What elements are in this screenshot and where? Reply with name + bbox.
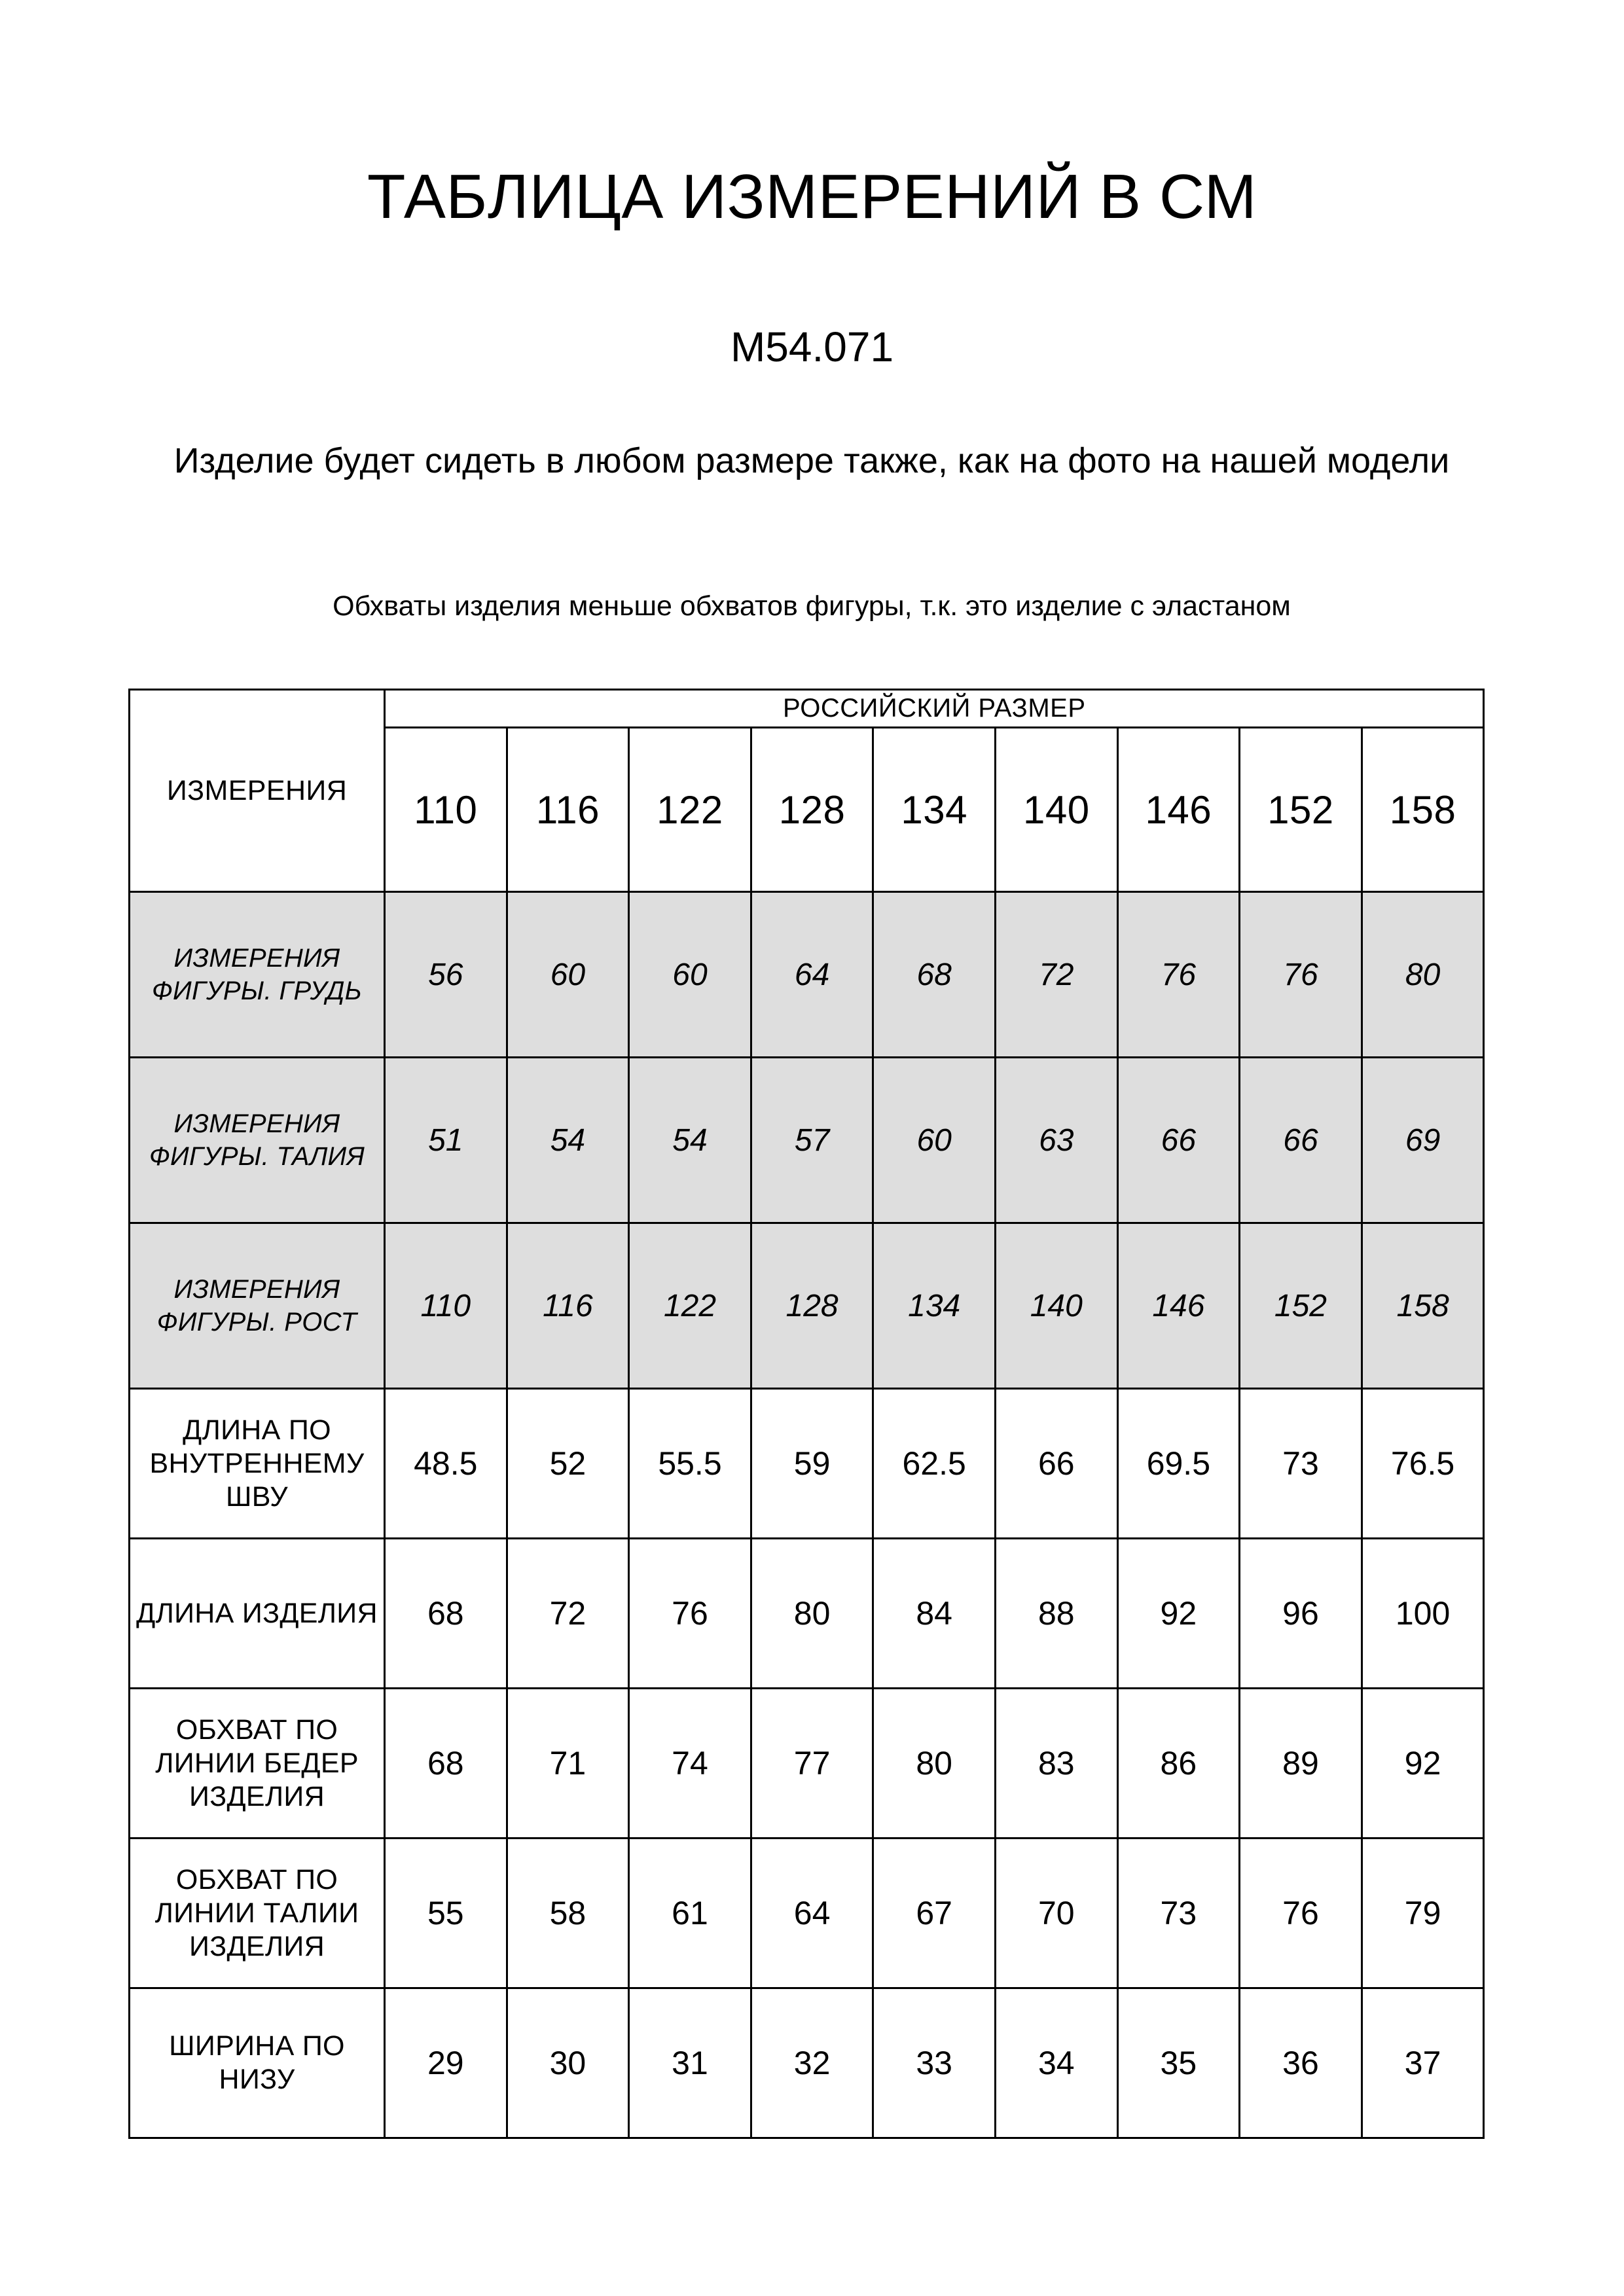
measurement-value: 128 (751, 1223, 873, 1389)
table-row (130, 1839, 1484, 1988)
measurement-value: 80 (873, 1689, 996, 1839)
group-header-row (130, 690, 1484, 728)
measurement-value: 72 (995, 892, 1117, 1058)
table-body (130, 892, 1484, 2138)
measurement-value: 60 (507, 892, 629, 1058)
measurement-value: 62.5 (873, 1389, 996, 1539)
measurement-value: 76.5 (1362, 1389, 1484, 1539)
measurement-value: 30 (507, 1988, 629, 2138)
measurement-value: 55 (385, 1839, 507, 1988)
measurement-value: 80 (1362, 892, 1484, 1058)
measurement-value: 152 (1240, 1223, 1362, 1389)
measurement-value: 76 (629, 1539, 751, 1689)
measurement-value: 79 (1362, 1839, 1484, 1988)
measurement-value: 73 (1117, 1839, 1240, 1988)
size-header-140: 140 (995, 728, 1117, 892)
table-row (130, 892, 1484, 1058)
elastane-note: Обхваты изделия меньше обхватов фигуры, т.к. это изделие с эластаном (333, 590, 1291, 622)
measurement-value: 56 (385, 892, 507, 1058)
measurement-value: 68 (385, 1689, 507, 1839)
measurement-value: 66 (1240, 1058, 1362, 1223)
measurement-value: 70 (995, 1839, 1117, 1988)
size-header-110: 110 (385, 728, 507, 892)
row-label: ИЗМЕРЕНИЯ ФИГУРЫ. ГРУДЬ (130, 892, 385, 1058)
measurement-value: 34 (995, 1988, 1117, 2138)
measurement-value: 58 (507, 1839, 629, 1988)
measurement-value: 158 (1362, 1223, 1484, 1389)
measurement-value: 116 (507, 1223, 629, 1389)
measurement-value: 71 (507, 1689, 629, 1839)
measurement-value: 36 (1240, 1988, 1362, 2138)
product-code: M54.071 (730, 323, 894, 370)
measurement-value: 51 (385, 1058, 507, 1223)
size-group-header: РОССИЙСКИЙ РАЗМЕР (385, 690, 1484, 728)
measurements-table (128, 689, 1485, 2139)
size-header-158: 158 (1362, 728, 1484, 892)
measurement-value: 92 (1362, 1689, 1484, 1839)
fit-description: Изделие будет сидеть в любом размере также, как на фото на нашей модели (173, 441, 1450, 480)
measurement-value: 57 (751, 1058, 873, 1223)
measurement-value: 74 (629, 1689, 751, 1839)
measurement-value: 32 (751, 1988, 873, 2138)
row-label: ИЗМЕРЕНИЯ ФИГУРЫ. РОСТ (130, 1223, 385, 1389)
measurements-table-container (128, 689, 1483, 2139)
table-row (130, 1689, 1484, 1839)
measurement-value: 88 (995, 1539, 1117, 1689)
measurements-column-header: ИЗМЕРЕНИЯ (130, 690, 385, 892)
measurement-value: 84 (873, 1539, 996, 1689)
measurement-value: 48.5 (385, 1389, 507, 1539)
page-title: ТАБЛИЦА ИЗМЕРЕНИЙ В СМ (367, 162, 1257, 232)
measurement-value: 80 (751, 1539, 873, 1689)
measurement-value: 54 (507, 1058, 629, 1223)
measurement-value: 29 (385, 1988, 507, 2138)
size-header-116: 116 (507, 728, 629, 892)
measurement-value: 67 (873, 1839, 996, 1988)
size-header-152: 152 (1240, 728, 1362, 892)
measurement-value: 33 (873, 1988, 996, 2138)
measurement-value: 68 (873, 892, 996, 1058)
measurement-value: 69 (1362, 1058, 1484, 1223)
measurement-value: 92 (1117, 1539, 1240, 1689)
measurement-value: 146 (1117, 1223, 1240, 1389)
row-label: ДЛИНА ПО ВНУТРЕННЕМУ ШВУ (130, 1389, 385, 1539)
table-row (130, 1389, 1484, 1539)
measurement-value: 86 (1117, 1689, 1240, 1839)
table-row (130, 1539, 1484, 1689)
row-label: ДЛИНА ИЗДЕЛИЯ (130, 1539, 385, 1689)
measurement-value: 61 (629, 1839, 751, 1988)
measurement-value: 83 (995, 1689, 1117, 1839)
size-header-122: 122 (629, 728, 751, 892)
table-row (130, 1988, 1484, 2138)
measurement-value: 110 (385, 1223, 507, 1389)
measurement-value: 64 (751, 1839, 873, 1988)
measurement-value: 66 (995, 1389, 1117, 1539)
size-header-134: 134 (873, 728, 996, 892)
measurement-value: 73 (1240, 1389, 1362, 1539)
size-header-146: 146 (1117, 728, 1240, 892)
measurement-value: 54 (629, 1058, 751, 1223)
measurement-value: 66 (1117, 1058, 1240, 1223)
row-label: ИЗМЕРЕНИЯ ФИГУРЫ. ТАЛИЯ (130, 1058, 385, 1223)
measurement-value: 140 (995, 1223, 1117, 1389)
size-header-128: 128 (751, 728, 873, 892)
measurement-value: 64 (751, 892, 873, 1058)
measurement-value: 89 (1240, 1689, 1362, 1839)
table-head (130, 690, 1484, 892)
measurement-value: 55.5 (629, 1389, 751, 1539)
measurement-value: 63 (995, 1058, 1117, 1223)
table-row (130, 1223, 1484, 1389)
measurement-value: 77 (751, 1689, 873, 1839)
measurement-value: 68 (385, 1539, 507, 1689)
measurement-value: 35 (1117, 1988, 1240, 2138)
measurement-value: 96 (1240, 1539, 1362, 1689)
measurement-value: 72 (507, 1539, 629, 1689)
measurement-value: 60 (629, 892, 751, 1058)
measurement-value: 76 (1117, 892, 1240, 1058)
measurement-value: 122 (629, 1223, 751, 1389)
table-row (130, 1058, 1484, 1223)
measurement-value: 76 (1240, 892, 1362, 1058)
measurement-value: 60 (873, 1058, 996, 1223)
measurement-value: 59 (751, 1389, 873, 1539)
row-label: ШИРИНА ПО НИЗУ (130, 1988, 385, 2138)
measurement-value: 100 (1362, 1539, 1484, 1689)
measurement-value: 31 (629, 1988, 751, 2138)
measurement-value: 52 (507, 1389, 629, 1539)
measurement-value: 37 (1362, 1988, 1484, 2138)
measurement-value: 76 (1240, 1839, 1362, 1988)
measurement-value: 69.5 (1117, 1389, 1240, 1539)
measurement-value: 134 (873, 1223, 996, 1389)
row-label: ОБХВАТ ПО ЛИНИИ ТАЛИИ ИЗДЕЛИЯ (130, 1839, 385, 1988)
row-label: ОБХВАТ ПО ЛИНИИ БЕДЕР ИЗДЕЛИЯ (130, 1689, 385, 1839)
